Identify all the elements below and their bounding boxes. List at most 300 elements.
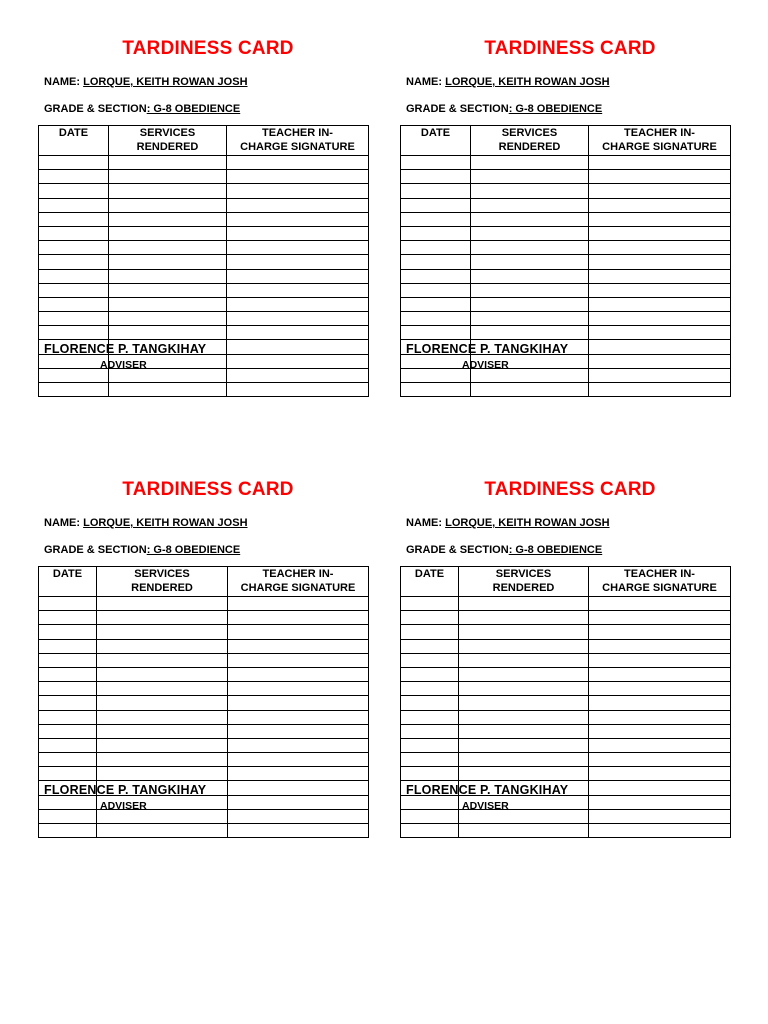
teacher-signature-column-header [227,126,369,156]
signature-cell[interactable] [589,156,731,170]
signature-cell[interactable] [589,226,731,240]
table-row [39,809,369,823]
services-cell[interactable] [109,383,227,397]
services-rendered-column-header [109,126,227,156]
grade-section-line [44,544,240,556]
date-cell[interactable] [39,368,109,382]
name-label: NAME: [44,517,84,529]
date-cell[interactable] [39,824,97,838]
header-line-1: SERVICES [139,127,196,139]
date-cell[interactable] [401,184,471,198]
date-cell[interactable] [39,724,97,738]
table-row [401,283,731,297]
date-cell[interactable] [401,625,459,639]
signature-cell[interactable] [589,611,731,625]
table-row [401,625,731,639]
signature-cell[interactable] [228,724,369,738]
card-title: TARDINESS CARD [484,38,656,59]
services-cell[interactable] [97,597,228,611]
table-row [401,809,731,823]
grade-section: : G-8 OBEDIENCE [508,103,603,115]
services-cell[interactable] [459,738,589,752]
services-cell[interactable] [109,184,227,198]
header-line-1: SERVICES [134,568,190,580]
header-line-1: TEACHER IN- [262,568,334,580]
services-cell[interactable] [459,710,589,724]
signature-cell[interactable] [228,710,369,724]
services-cell[interactable] [471,226,589,240]
name-label: NAME: [44,76,84,88]
table-row [401,767,731,781]
date-cell[interactable] [401,653,459,667]
signature-cell[interactable] [589,170,731,184]
signature-cell[interactable] [227,354,369,368]
date-cell[interactable] [39,184,109,198]
teacher-signature-column-header [589,126,731,156]
services-cell[interactable] [109,312,227,326]
table-row [39,639,369,653]
signature-cell[interactable] [589,198,731,212]
signature-cell[interactable] [589,710,731,724]
date-column-header [401,567,459,597]
signature-cell[interactable] [589,255,731,269]
table-row [39,241,369,255]
date-cell[interactable] [39,767,97,781]
card-title: TARDINESS CARD [122,479,294,500]
table-row [401,738,731,752]
services-cell[interactable] [471,326,589,340]
grade-label: GRADE & SECTION [406,103,509,115]
grade-section: : G-8 OBEDIENCE [508,544,603,556]
signature-cell[interactable] [227,340,369,354]
date-cell[interactable] [401,682,459,696]
date-cell[interactable] [39,241,109,255]
date-cell[interactable] [401,326,471,340]
table-row [39,354,369,368]
adviser-role: ADVISER [462,800,509,812]
services-cell[interactable] [459,597,589,611]
table-row [401,156,731,170]
signature-cell[interactable] [589,340,731,354]
signature-cell[interactable] [228,653,369,667]
services-cell[interactable] [109,170,227,184]
signature-cell[interactable] [589,795,731,809]
date-cell[interactable] [401,753,459,767]
date-cell[interactable] [401,724,459,738]
services-cell[interactable] [97,696,228,710]
services-cell[interactable] [471,156,589,170]
table-row [39,824,369,838]
date-cell[interactable] [401,597,459,611]
signature-cell[interactable] [228,767,369,781]
services-cell[interactable] [471,297,589,311]
signature-cell[interactable] [589,241,731,255]
services-cell[interactable] [471,312,589,326]
table-row [39,767,369,781]
signature-cell[interactable] [589,753,731,767]
date-cell[interactable] [401,738,459,752]
table-row [39,368,369,382]
header-line-2: RENDERED [131,582,193,594]
header-line-1: TEACHER IN- [262,127,333,139]
services-cell[interactable] [459,682,589,696]
signature-cell[interactable] [589,368,731,382]
services-cell[interactable] [109,255,227,269]
signature-cell[interactable] [228,795,369,809]
date-cell[interactable] [39,283,109,297]
services-cell[interactable] [459,696,589,710]
services-cell[interactable] [97,667,228,681]
grade-label: GRADE & SECTION [44,544,147,556]
signature-cell[interactable] [228,597,369,611]
adviser-name: FLORENCE P. TANGKIHAY [44,342,207,356]
date-cell[interactable] [401,255,471,269]
services-cell[interactable] [97,724,228,738]
date-cell[interactable] [39,170,109,184]
services-cell[interactable] [97,738,228,752]
student-name-line [44,76,248,88]
signature-cell[interactable] [589,639,731,653]
header-line-1: SERVICES [495,568,552,580]
header-line-2: CHARGE SIGNATURE [240,582,356,594]
signature-cell[interactable] [589,682,731,696]
services-cell[interactable] [471,212,589,226]
grade-label: GRADE & SECTION [406,544,509,556]
date-column-header [39,126,109,156]
table-row [39,724,369,738]
table-row [39,326,369,340]
date-cell[interactable] [401,795,459,809]
signature-cell[interactable] [227,170,369,184]
signature-cell[interactable] [589,383,731,397]
date-cell[interactable] [401,312,471,326]
signature-cell[interactable] [227,255,369,269]
table-row [401,724,731,738]
services-cell[interactable] [97,625,228,639]
header-line-1: DATE [414,568,445,580]
tardiness-log-table [38,566,369,838]
grade-section-line [406,103,602,115]
table-row [401,597,731,611]
services-cell[interactable] [97,611,228,625]
signature-cell[interactable] [589,297,731,311]
date-cell[interactable] [401,809,459,823]
grade-section: : G-8 OBEDIENCE [146,103,241,115]
table-row [39,170,369,184]
tardiness-card-4 [400,477,740,812]
date-cell[interactable] [39,156,109,170]
date-cell[interactable] [401,824,459,838]
services-cell[interactable] [109,241,227,255]
table-row [39,710,369,724]
date-cell[interactable] [401,170,471,184]
date-cell[interactable] [401,156,471,170]
signature-cell[interactable] [589,597,731,611]
table-row [401,226,731,240]
table-header-row [401,126,731,156]
date-cell[interactable] [39,809,97,823]
services-cell[interactable] [471,269,589,283]
adviser-role: ADVISER [100,800,147,812]
tardiness-card-1 [38,36,378,371]
grade-section: : G-8 OBEDIENCE [146,544,241,556]
signature-cell[interactable] [227,383,369,397]
date-column-header [401,126,471,156]
signature-cell[interactable] [227,198,369,212]
date-cell[interactable] [39,312,109,326]
date-cell[interactable] [39,212,109,226]
signature-cell[interactable] [228,781,369,795]
teacher-signature-column-header [589,567,731,597]
services-cell[interactable] [97,710,228,724]
signature-cell[interactable] [227,368,369,382]
services-cell[interactable] [97,767,228,781]
date-cell[interactable] [401,368,471,382]
date-cell[interactable] [401,696,459,710]
table-row [39,184,369,198]
services-cell[interactable] [459,667,589,681]
table-row [401,212,731,226]
grade-section-line [44,103,240,115]
date-cell[interactable] [401,198,471,212]
signature-cell[interactable] [589,696,731,710]
services-cell[interactable] [459,625,589,639]
header-line-1: TEACHER IN- [624,127,695,139]
signature-cell[interactable] [227,269,369,283]
services-cell[interactable] [471,383,589,397]
date-cell[interactable] [401,639,459,653]
header-line-1: TEACHER IN- [624,568,695,580]
signature-cell[interactable] [228,824,369,838]
services-cell[interactable] [459,767,589,781]
signature-cell[interactable] [589,724,731,738]
signature-cell[interactable] [228,625,369,639]
services-cell[interactable] [97,682,228,696]
services-cell[interactable] [109,326,227,340]
table-row [401,667,731,681]
table-row [401,710,731,724]
table-row [401,653,731,667]
date-cell[interactable] [39,354,109,368]
header-line-2: RENDERED [498,141,561,153]
services-cell[interactable] [109,269,227,283]
header-line-1: DATE [52,568,83,580]
table-row [39,156,369,170]
date-cell[interactable] [39,639,97,653]
table-row [39,269,369,283]
table-row [401,795,731,809]
services-rendered-column-header [97,567,228,597]
date-cell[interactable] [401,283,471,297]
services-cell[interactable] [471,198,589,212]
services-cell[interactable] [97,753,228,767]
services-cell[interactable] [109,297,227,311]
services-cell[interactable] [109,226,227,240]
services-cell[interactable] [109,212,227,226]
table-row [401,297,731,311]
card-title: TARDINESS CARD [122,38,294,59]
date-cell[interactable] [39,269,109,283]
date-cell[interactable] [39,682,97,696]
grade-section-line [406,544,602,556]
signature-cell[interactable] [589,625,731,639]
services-cell[interactable] [459,753,589,767]
table-row [39,312,369,326]
signature-cell[interactable] [227,184,369,198]
services-cell[interactable] [109,283,227,297]
date-cell[interactable] [39,297,109,311]
table-row [401,639,731,653]
date-cell[interactable] [401,767,459,781]
date-cell[interactable] [39,710,97,724]
services-cell[interactable] [109,198,227,212]
header-line-2: RENDERED [492,582,555,594]
signature-cell[interactable] [228,667,369,681]
tardiness-log-table [400,566,731,838]
table-row [401,824,731,838]
signature-cell[interactable] [589,283,731,297]
student-name: LORQUE, KEITH ROWAN JOSH [83,517,248,529]
services-cell[interactable] [459,724,589,738]
table-row [401,255,731,269]
header-line-2: RENDERED [136,141,199,153]
table-row [39,682,369,696]
date-cell[interactable] [401,667,459,681]
date-cell[interactable] [39,226,109,240]
signature-cell[interactable] [589,184,731,198]
date-cell[interactable] [39,738,97,752]
name-label: NAME: [406,517,446,529]
signature-cell[interactable] [227,226,369,240]
table-row [39,297,369,311]
date-cell[interactable] [401,269,471,283]
services-cell[interactable] [459,611,589,625]
date-cell[interactable] [39,326,109,340]
signature-cell[interactable] [227,156,369,170]
services-rendered-column-header [471,126,589,156]
table-row [401,326,731,340]
table-row [39,738,369,752]
table-row [401,170,731,184]
signature-cell[interactable] [589,653,731,667]
signature-cell[interactable] [228,682,369,696]
date-cell[interactable] [401,383,471,397]
signature-cell[interactable] [227,297,369,311]
signature-cell[interactable] [228,611,369,625]
signature-cell[interactable] [227,326,369,340]
services-cell[interactable] [459,653,589,667]
header-line-2: CHARGE SIGNATURE [602,582,717,594]
signature-cell[interactable] [589,767,731,781]
table-row [39,383,369,397]
date-cell[interactable] [39,625,97,639]
signature-cell[interactable] [589,738,731,752]
signature-cell[interactable] [589,326,731,340]
table-row [39,255,369,269]
signature-cell[interactable] [228,738,369,752]
services-cell[interactable] [109,156,227,170]
date-column-header [39,567,97,597]
signature-cell[interactable] [228,639,369,653]
date-cell[interactable] [39,611,97,625]
services-cell[interactable] [97,653,228,667]
services-cell[interactable] [471,170,589,184]
services-cell[interactable] [471,283,589,297]
date-cell[interactable] [401,212,471,226]
date-cell[interactable] [401,241,471,255]
date-cell[interactable] [401,710,459,724]
services-cell[interactable] [459,639,589,653]
table-row [401,753,731,767]
date-cell[interactable] [39,255,109,269]
services-cell[interactable] [97,639,228,653]
header-line-1: SERVICES [501,127,558,139]
signature-cell[interactable] [228,809,369,823]
signature-cell[interactable] [228,696,369,710]
signature-cell[interactable] [589,781,731,795]
services-cell[interactable] [471,184,589,198]
table-row [39,667,369,681]
signature-cell[interactable] [589,212,731,226]
table-row [39,753,369,767]
signature-cell[interactable] [227,241,369,255]
table-row [401,312,731,326]
signature-cell[interactable] [589,354,731,368]
services-cell[interactable] [97,824,228,838]
signature-cell[interactable] [228,753,369,767]
services-cell[interactable] [459,824,589,838]
table-row [401,383,731,397]
table-row [39,795,369,809]
signature-cell[interactable] [589,269,731,283]
date-cell[interactable] [401,354,471,368]
table-row [39,198,369,212]
header-line-2: CHARGE SIGNATURE [240,141,355,153]
signature-cell[interactable] [227,283,369,297]
tardiness-log-table [400,125,731,397]
signature-cell[interactable] [589,667,731,681]
table-row [39,625,369,639]
student-name-line [44,517,248,529]
table-header-row [39,126,369,156]
table-row [39,597,369,611]
date-cell[interactable] [401,611,459,625]
date-cell[interactable] [401,226,471,240]
services-cell[interactable] [471,255,589,269]
date-cell[interactable] [39,795,97,809]
date-cell[interactable] [39,383,109,397]
header-line-2: CHARGE SIGNATURE [602,141,717,153]
grade-label: GRADE & SECTION [44,103,147,115]
table-row [401,368,731,382]
adviser-role: ADVISER [100,359,147,371]
signature-cell[interactable] [589,809,731,823]
signature-cell[interactable] [589,312,731,326]
date-cell[interactable] [39,696,97,710]
date-cell[interactable] [39,753,97,767]
date-cell[interactable] [39,653,97,667]
date-cell[interactable] [39,597,97,611]
signature-cell[interactable] [227,212,369,226]
signature-cell[interactable] [589,824,731,838]
table-header-row [39,567,369,597]
date-cell[interactable] [39,198,109,212]
signature-cell[interactable] [227,312,369,326]
table-row [39,653,369,667]
date-cell[interactable] [401,297,471,311]
services-cell[interactable] [471,241,589,255]
date-cell[interactable] [39,667,97,681]
